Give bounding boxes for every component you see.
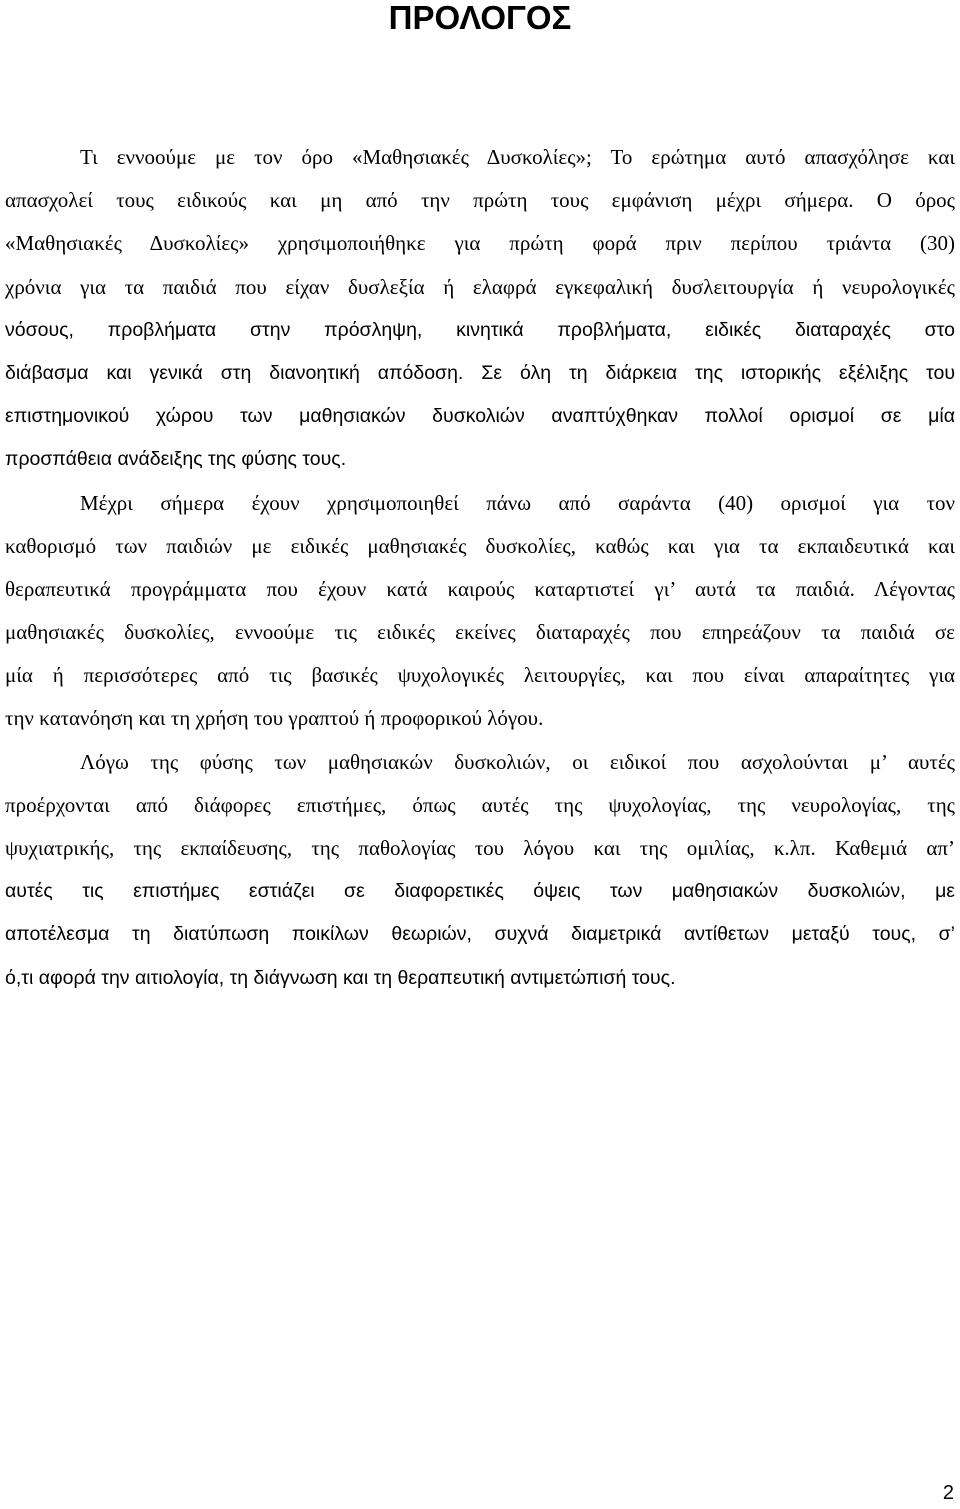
text-line: μία ή περισσότερες από τις βασικές ψυχολογικές λειτουργίες, και που είναι απαραίτητες για [5,663,955,688]
text-line: Λόγω της φύσης των μαθησιακών δυσκολιών, οι ειδικοί που ασχολούνται μ’ αυτές [80,749,955,774]
body-text [5,136,955,1000]
text-line: μαθησιακές δυσκολίες, εννοούμε τις ειδικές εκείνες διαταραχές που επηρεάζουν τα παιδιά σε [5,620,955,645]
text-line: καθορισμό των παιδιών με ειδικές μαθησιακές δυσκολίες, καθώς και για τα εκπαιδευτικά και [5,533,955,558]
page-title: ΠΡΟΛΟΓΟΣ [388,0,572,36]
text-line: απασχολεί τους ειδικούς και μη από την πρώτη τους εμφάνιση μέχρι σήμερα. Ο όρος [5,188,955,213]
text-line: χρόνια για τα παιδιά που είχαν δυσλεξία ή ελαφρά εγκεφαλική δυσλειτουργία ή νευρολογικές [5,274,955,299]
text-line: προσπάθεια ανάδειξης της φύσης τους. [5,448,347,471]
text-line: «Μαθησιακές Δυσκολίες» χρησιμοποιήθηκε για πρώτη φορά πριν περίπου τριάντα (30) [5,231,955,256]
text-line: αποτέλεσμα τη διατύπωση ποικίλων θεωριών, συχνά διαμετρικά αντίθετων μεταξύ τους, σ’ [5,923,955,946]
text-line: την κατανόηση και τη χρήση του γραπτού ή προφορικού λόγου. [5,706,544,731]
text-line: διάβασμα και γενικά στη διανοητική απόδοση. Σε όλη τη διάρκεια της ιστορικής εξέλιξης του [5,361,955,384]
text-line: αυτές τις επιστήμες εστιάζει σε διαφορετικές όψεις των μαθησιακών δυσκολιών, με [5,880,955,903]
text-line: ψυχιατρικής, της εκπαίδευσης, της παθολογίας του λόγου και της ομιλίας, κ.λπ. Καθεμιά απ’ [5,836,955,860]
text-line: νόσους, προβλήματα στην πρόσληψη, κινητικά προβλήματα, ειδικές διαταραχές στο [5,318,955,341]
page-number: 2 [942,1482,954,1504]
text-line: προέρχονται από διάφορες επιστήμες, όπως αυτές της ψυχολογίας, της νευρολογίας, της [5,792,955,817]
text-line: επιστημονικού χώρου των μαθησιακών δυσκολιών αναπτύχθηκαν πολλοί ορισμοί σε μία [5,405,955,428]
text-line: ό,τι αφορά την αιτιολογία, τη διάγνωση και τη θεραπευτική αντιμετώπισή τους. [5,966,676,989]
text-line: Τι εννοούμε με τον όρο «Μαθησιακές Δυσκολίες»; Το ερώτημα αυτό απασχόλησε και [80,145,955,169]
text-line: θεραπευτικά προγράμματα που έχουν κατά καιρούς καταρτιστεί γι’ αυτά τα παιδιά. Λέγοντας [5,576,955,601]
text-line: Μέχρι σήμερα έχουν χρησιμοποιηθεί πάνω από σαράντα (40) ορισμοί για τον [80,490,955,515]
